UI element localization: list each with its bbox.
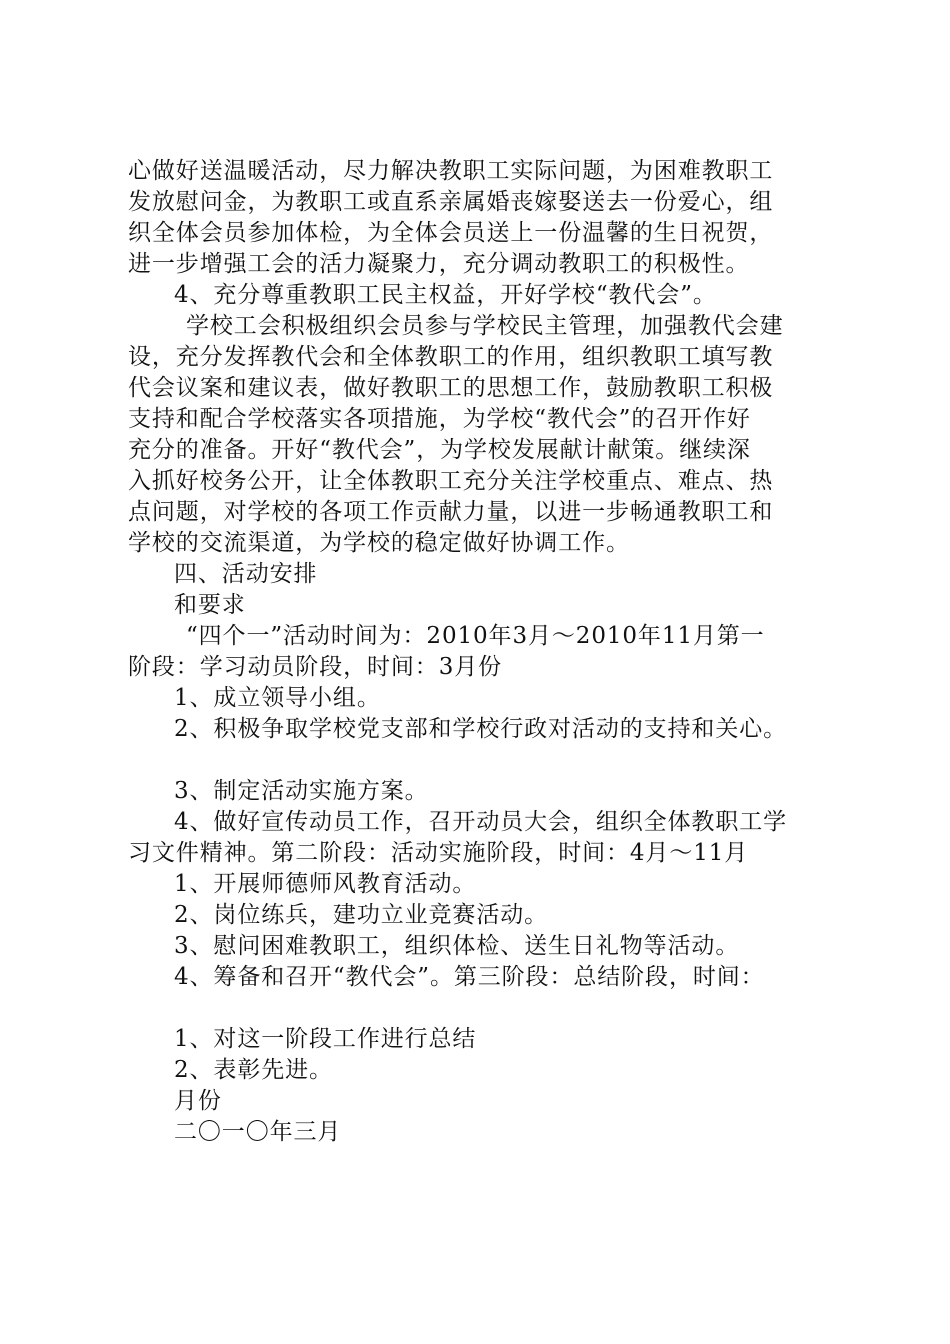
body-line: 进一步增强工会的活力凝聚力，充分调动教职工的积极性。 [128,251,750,277]
list-item: 1、对这一阶段工作进行总结 [174,1026,477,1052]
list-item: 1、成立领导小组。 [174,685,381,711]
body-line: 代会议案和建议表，做好教职工的思想工作，鼓励教职工积极 [128,375,774,401]
body-line: 设，充分发挥教代会和全体教职工的作用，组织教职工填写教 [128,344,774,370]
body-line: 充分的准备。开好“教代会”，为学校发展献计献策。继续深 [128,437,751,463]
blank-line [128,993,830,1024]
body-line: 入抓好校务公开，让全体教职工充分关注学校重点、难点、热 [128,468,774,494]
body-line: 发放慰问金，为教职工或直系亲属婚丧嫁娶送去一份爱心，组 [128,189,774,215]
blank-line [128,745,830,776]
schedule-line: “四个一”活动时间为：2010年3月～2010年11月第一 [186,623,765,649]
list-item: 3、制定活动实施方案。 [174,778,429,804]
month-label: 月份 [174,1088,222,1114]
body-line: 点问题，对学校的各项工作贡献力量，以进一步畅通教职工和 [128,499,774,525]
section-heading: 四、活动安排 [174,561,318,587]
list-item: 2、岗位练兵，建功立业竞赛活动。 [174,902,549,928]
list-item: 3、慰问困难教职工，组织体检、送生日礼物等活动。 [174,933,740,959]
body-line: 心做好送温暖活动，尽力解决教职工实际问题，为困难教职工 [128,158,774,184]
list-item: 4、筹备和召开“教代会”。第三阶段：总结阶段，时间： [174,964,765,990]
paragraph-start: 学校工会积极组织会员参与学校民主管理，加强教代会建 [186,313,784,339]
document-body [128,156,830,1148]
list-item: 2、表彰先进。 [174,1057,333,1083]
section-heading-cont: 和要求 [174,592,246,618]
body-line: 习文件精神。第二阶段：活动实施阶段，时间：4月～11月 [128,840,749,866]
document-date: 二〇一〇年三月 [174,1119,342,1145]
section-item-4: 4、充分尊重教职工民主权益，开好学校“教代会”。 [174,282,717,308]
list-item: 1、开展师德师风教育活动。 [174,871,477,897]
list-item: 4、做好宣传动员工作，召开动员大会，组织全体教职工学 [174,809,788,835]
body-line: 学校的交流渠道，为学校的稳定做好协调工作。 [128,530,630,556]
body-line: 织全体会员参加体检，为全体会员送上一份温馨的生日祝贺， [128,220,774,246]
body-line: 阶段：学习动员阶段，时间：3月份 [128,654,503,680]
body-line: 支持和配合学校落实各项措施，为学校“教代会”的召开作好 [128,406,751,432]
list-item: 2、积极争取学校党支部和学校行政对活动的支持和关心。 [174,716,788,742]
